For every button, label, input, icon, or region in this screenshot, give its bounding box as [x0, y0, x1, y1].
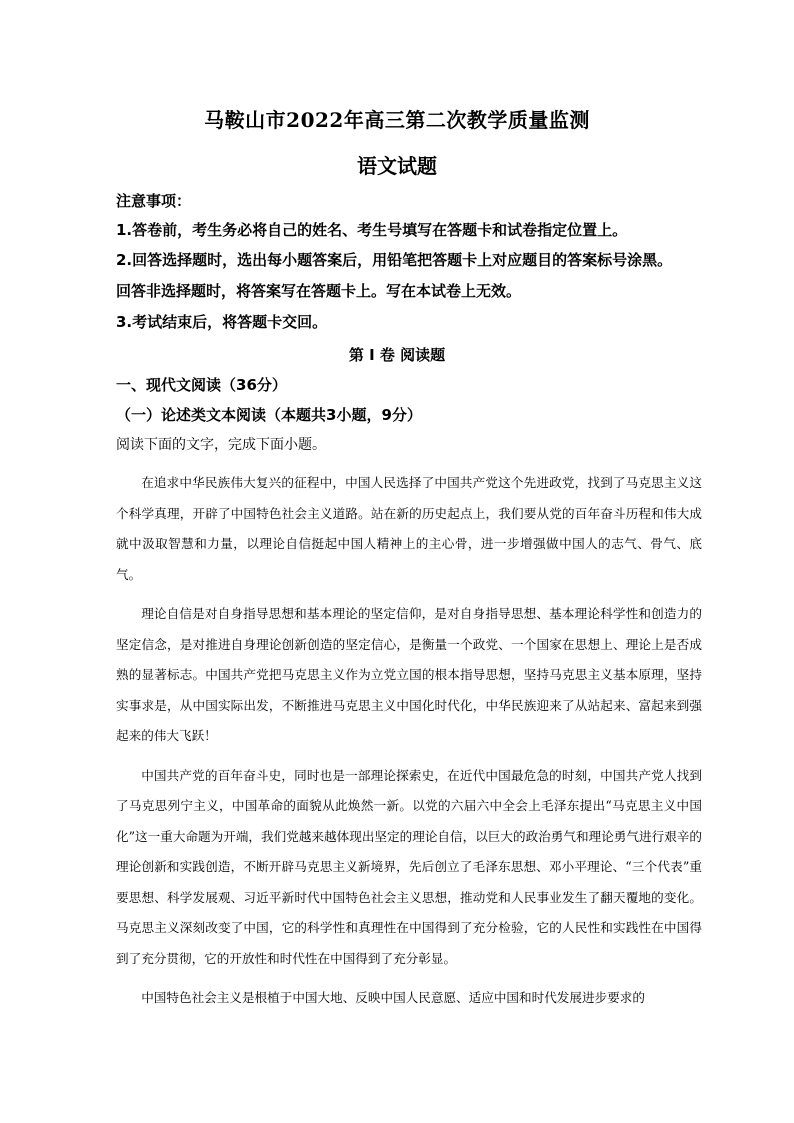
reading-passage	[116, 468, 702, 1023]
volume-heading: 第 I 卷 阅读题	[348, 346, 446, 364]
passage-paragraph: 中国共产党的百年奋斗史，同时也是一部理论探索史，在近代中国最危急的时刻，中国共产党人找到了马克思列宁主义，中国革命的面貌从此焕然一新。以党的六届六中全会上毛泽东提出“马克思主义中国化”这一重大命题为开端，我们党越来越体现出坚定的理论自信，以巨大的政治勇气和理论勇气进行艰辛的理论创新和实践创造，不断开辟马克思主义新境界，先后创立了毛泽东思想、邓小平理论、“三个代表”重要思想、科学发展观、习近平新时代中国特色社会主义思想，推动党和人民事业发生了翻天覆地的变化。马克思主义深刻改变了中国，它的科学性和真理性在中国得到了充分检验，它的人民性和实践性在中国得到了充分贯彻，它的开放性和时代性在中国得到了充分彰显。	[116, 767, 702, 966]
passage-paragraph: 中国特色社会主义是根植于中国大地、反映中国人民意愿、适应中国和时代发展进步要求的	[141, 990, 645, 1005]
section-heading: 一、现代文阅读（36分）	[116, 376, 287, 394]
passage-paragraph: 在追求中华民族伟大复兴的征程中，中国人民选择了中国共产党这个先进政党，找到了马克思主义这个科学真理，开辟了中国特色社会主义道路。站在新的历史起点上，我们要从党的百年奋斗历程和伟大成就中汲取智慧和力量，以理论自信挺起中国人精神上的主心骨，进一步增强做中国人的志气、骨气、底气。	[116, 475, 702, 582]
notice-item-2-cont: 回答非选择题时，将答案写在答题卡上。写在本试卷上无效。	[116, 282, 522, 300]
notice-item-2: 2.回答选择题时，选出每小题答案后，用铅笔把答题卡上对应题目的答案标号涂黑。	[116, 251, 673, 269]
notice-heading: 注意事项：	[116, 192, 192, 210]
exam-subtitle: 语文试题	[357, 154, 437, 178]
reading-instruction: 阅读下面的文字，完成下面小题。	[116, 437, 326, 453]
notice-item-1: 1.答卷前，考生务必将自己的姓名、考生号填写在答题卡和试卷指定位置上。	[116, 221, 628, 239]
subsection-heading: （一）论述类文本阅读（本题共3小题，9分）	[116, 406, 422, 424]
notice-item-3: 3.考试结束后，将答题卡交回。	[116, 313, 328, 331]
passage-paragraph: 理论自信是对自身指导思想和基本理论的坚定信仰，是对自身指导思想、基本理论科学性和创造力的坚定信念，是对推进自身理论创新创造的坚定信心，是衡量一个政党、一个国家在思想上、理论上是否成熟的显著标志。中国共产党把马克思主义作为立党立国的根本指导思想，坚持马克思主义基本原理，坚持实事求是，从中国实际出发，不断推进马克思主义中国化时代化，中华民族迎来了从站起来、富起来到强起来的伟大飞跃！	[116, 606, 702, 743]
exam-title: 马鞍山市2022年高三第二次教学质量监测	[204, 108, 590, 132]
